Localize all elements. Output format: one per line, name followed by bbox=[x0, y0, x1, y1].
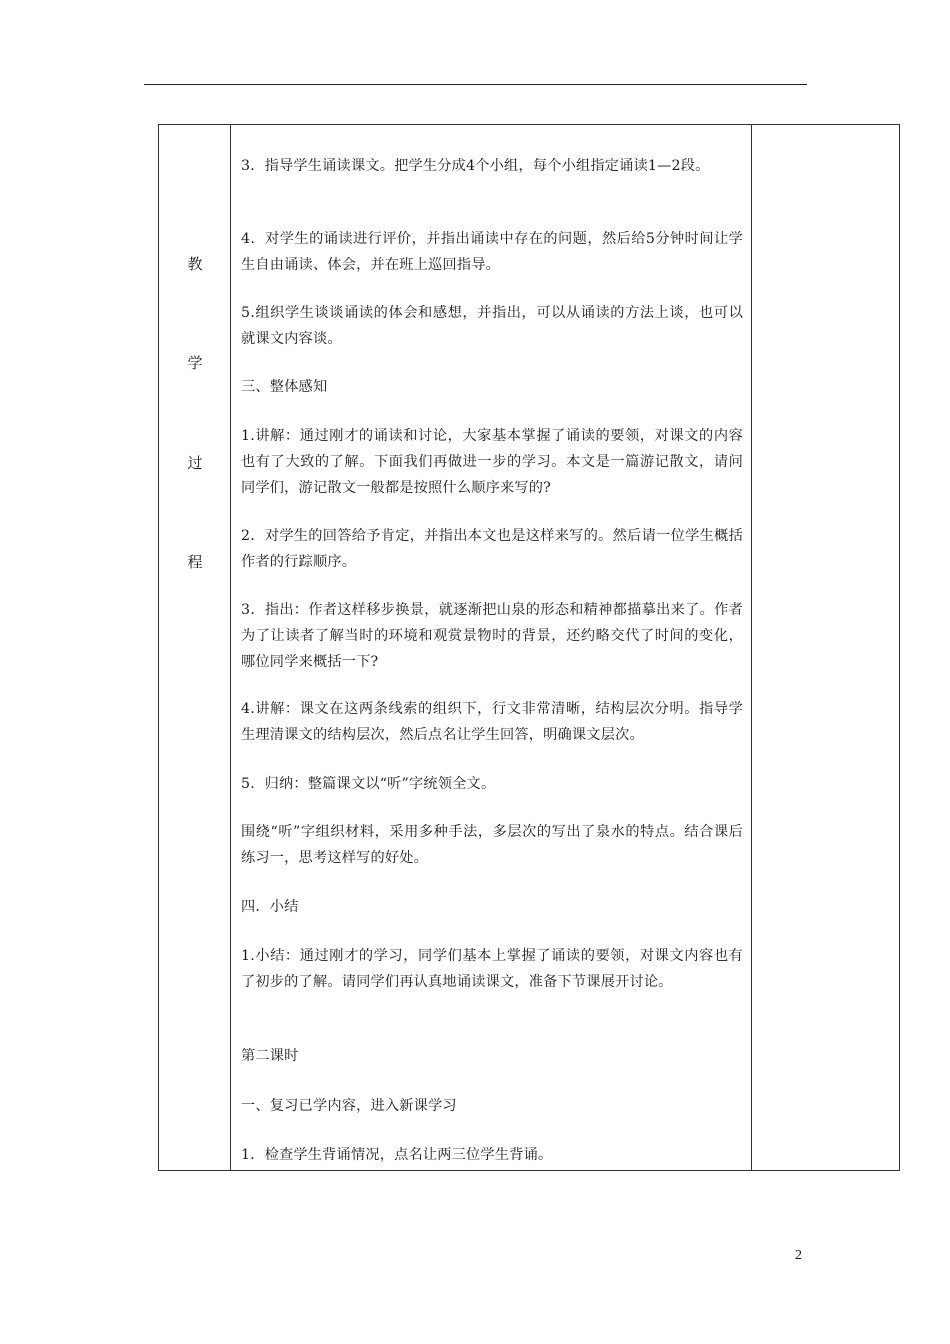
notes-column bbox=[752, 125, 899, 1170]
page-number: 2 bbox=[795, 1248, 802, 1263]
section-label-char: 程 bbox=[187, 553, 203, 571]
paragraph: 2．对学生的回答给予肯定，并指出本文也是这样来写的。然后请一位学生概括作者的行踪顺序。 bbox=[241, 528, 743, 570]
lesson-plan-table bbox=[158, 124, 900, 1171]
paragraph: 4．对学生的诵读进行评价，并指出诵读中存在的问题，然后给5分钟时间让学生自由诵读、体会，并在班上巡回指导。 bbox=[241, 231, 743, 273]
section-heading: 三、整体感知 bbox=[241, 379, 328, 395]
paragraph: 1.小结：通过刚才的学习，同学们基本上掌握了诵读的要领，对课文内容也有了初步的了解。请同学们再认真地诵读课文，准备下节课展开讨论。 bbox=[241, 948, 743, 990]
paragraph: 3．指导学生诵读课文。把学生分成4个小组，每个小组指定诵读1—2段。 bbox=[241, 158, 710, 174]
paragraph: 1.讲解：通过刚才的诵读和讨论，大家基本掌握了诵读的要领，对课文的内容也有了大致的了解。下面我们再做进一步的学习。本文是一篇游记散文，请问同学们，游记散文一般都是按照什么顺序来写的? bbox=[241, 428, 743, 496]
section-label-char: 过 bbox=[187, 454, 203, 472]
paragraph: 3．指出：作者这样移步换景，就逐渐把山泉的形态和精神都描摹出来了。作者为了让读者了解当时的环境和观赏景物时的背景，还约略交代了时间的变化，哪位同学来概括一下? bbox=[241, 602, 743, 670]
section-label-column bbox=[159, 125, 231, 1170]
section-heading: 一、复习已学内容，进入新课学习 bbox=[241, 1098, 457, 1114]
lesson-heading: 第二课时 bbox=[241, 1048, 299, 1064]
paragraph: 围绕“听”字组织材料，采用多种手法，多层次的写出了泉水的特点。结合课后练习一，思考这样写的好处。 bbox=[241, 824, 743, 866]
paragraph: 1．检查学生背诵情况，点名让两三位学生背诵。 bbox=[241, 1147, 553, 1163]
paragraph: 4.讲解：课文在这两条线索的组织下，行文非常清晰，结构层次分明。指导学生理清课文的结构层次，然后点名让学生回答，明确课文层次。 bbox=[241, 701, 743, 743]
paragraph: 5.组织学生谈谈诵读的体会和感想，并指出，可以从诵读的方法上谈，也可以就课文内容谈。 bbox=[241, 305, 743, 347]
section-label-char: 教 bbox=[187, 255, 203, 273]
teaching-process-content bbox=[231, 125, 752, 1170]
section-label-char: 学 bbox=[187, 354, 203, 372]
paragraph: 5．归纳：整篇课文以“听”字统领全文。 bbox=[241, 776, 496, 792]
header-rule bbox=[144, 84, 807, 85]
section-heading: 四．小结 bbox=[241, 899, 299, 915]
